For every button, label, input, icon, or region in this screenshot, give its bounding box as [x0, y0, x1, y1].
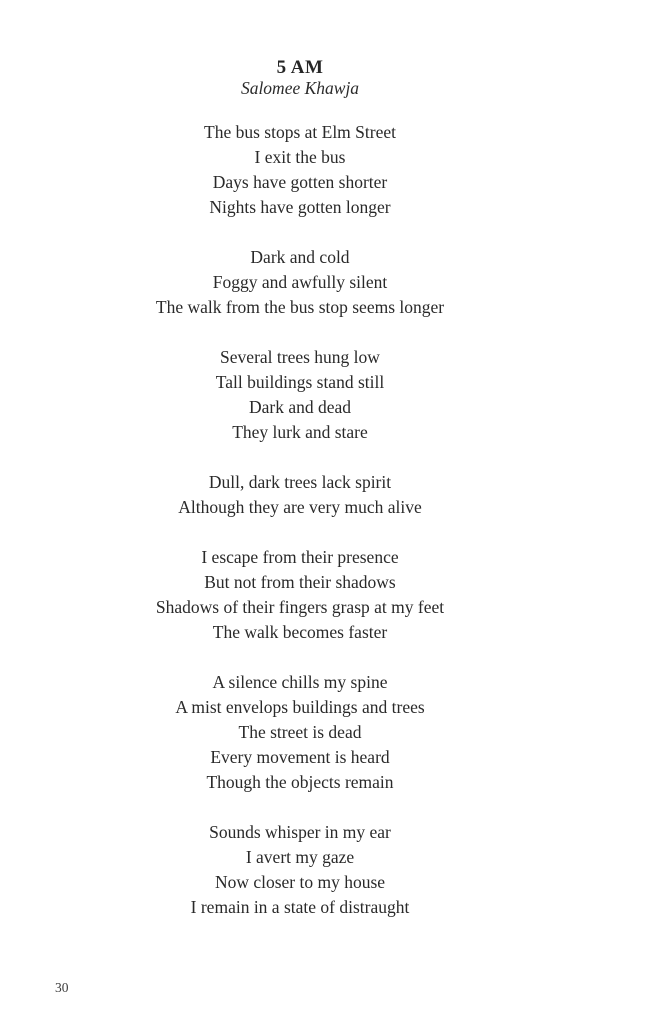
poem-line: I escape from their presence	[201, 547, 399, 567]
poem-stanzas	[0, 120, 600, 920]
poem-line: Dark and dead	[248, 397, 352, 417]
poem-line: They lurk and stare	[232, 422, 368, 442]
poem-line: A mist envelops buildings and trees	[175, 697, 425, 717]
poem-line: A silence chills my spine	[212, 672, 388, 692]
page-number: 30	[55, 980, 69, 995]
poem-title: 5 AM	[276, 57, 324, 78]
stanza-7	[0, 820, 600, 920]
poem-line: The walk from the bus stop seems longer	[155, 297, 445, 317]
poem-line: The walk becomes faster	[212, 622, 388, 642]
poem-line: But not from their shadows	[204, 572, 396, 592]
poem-line: Shadows of their fingers grasp at my feet	[155, 597, 445, 617]
stanza-1	[0, 120, 600, 220]
poem-line: Nights have gotten longer	[209, 197, 391, 217]
poem-line: Several trees hung low	[220, 347, 380, 367]
poem-line: The street is dead	[238, 722, 362, 742]
poem-line: Now closer to my house	[214, 872, 386, 892]
poem-line: Dull, dark trees lack spirit	[208, 472, 392, 492]
poem-line: I avert my gaze	[245, 847, 355, 867]
poem-line: Foggy and awfully silent	[212, 272, 388, 292]
poem-line: Every movement is heard	[210, 747, 390, 767]
stanza-6	[0, 670, 600, 795]
poem-line: Tall buildings stand still	[215, 372, 385, 392]
poem-line: Although they are very much alive	[178, 497, 422, 517]
stanza-3	[0, 345, 600, 445]
poem-line: Dark and cold	[250, 247, 350, 267]
stanza-2	[0, 245, 600, 320]
poem-line: I remain in a state of distraught	[190, 897, 410, 917]
poem-author: Salomee Khawja	[240, 78, 360, 98]
poem-line: Though the objects remain	[206, 772, 394, 792]
stanza-4	[0, 470, 600, 520]
poem-line: The bus stops at Elm Street	[204, 122, 396, 142]
poem-line: Days have gotten shorter	[212, 172, 388, 192]
poem-line: Sounds whisper in my ear	[209, 822, 391, 842]
stanza-5	[0, 545, 600, 645]
poem-line: I exit the bus	[254, 147, 346, 167]
